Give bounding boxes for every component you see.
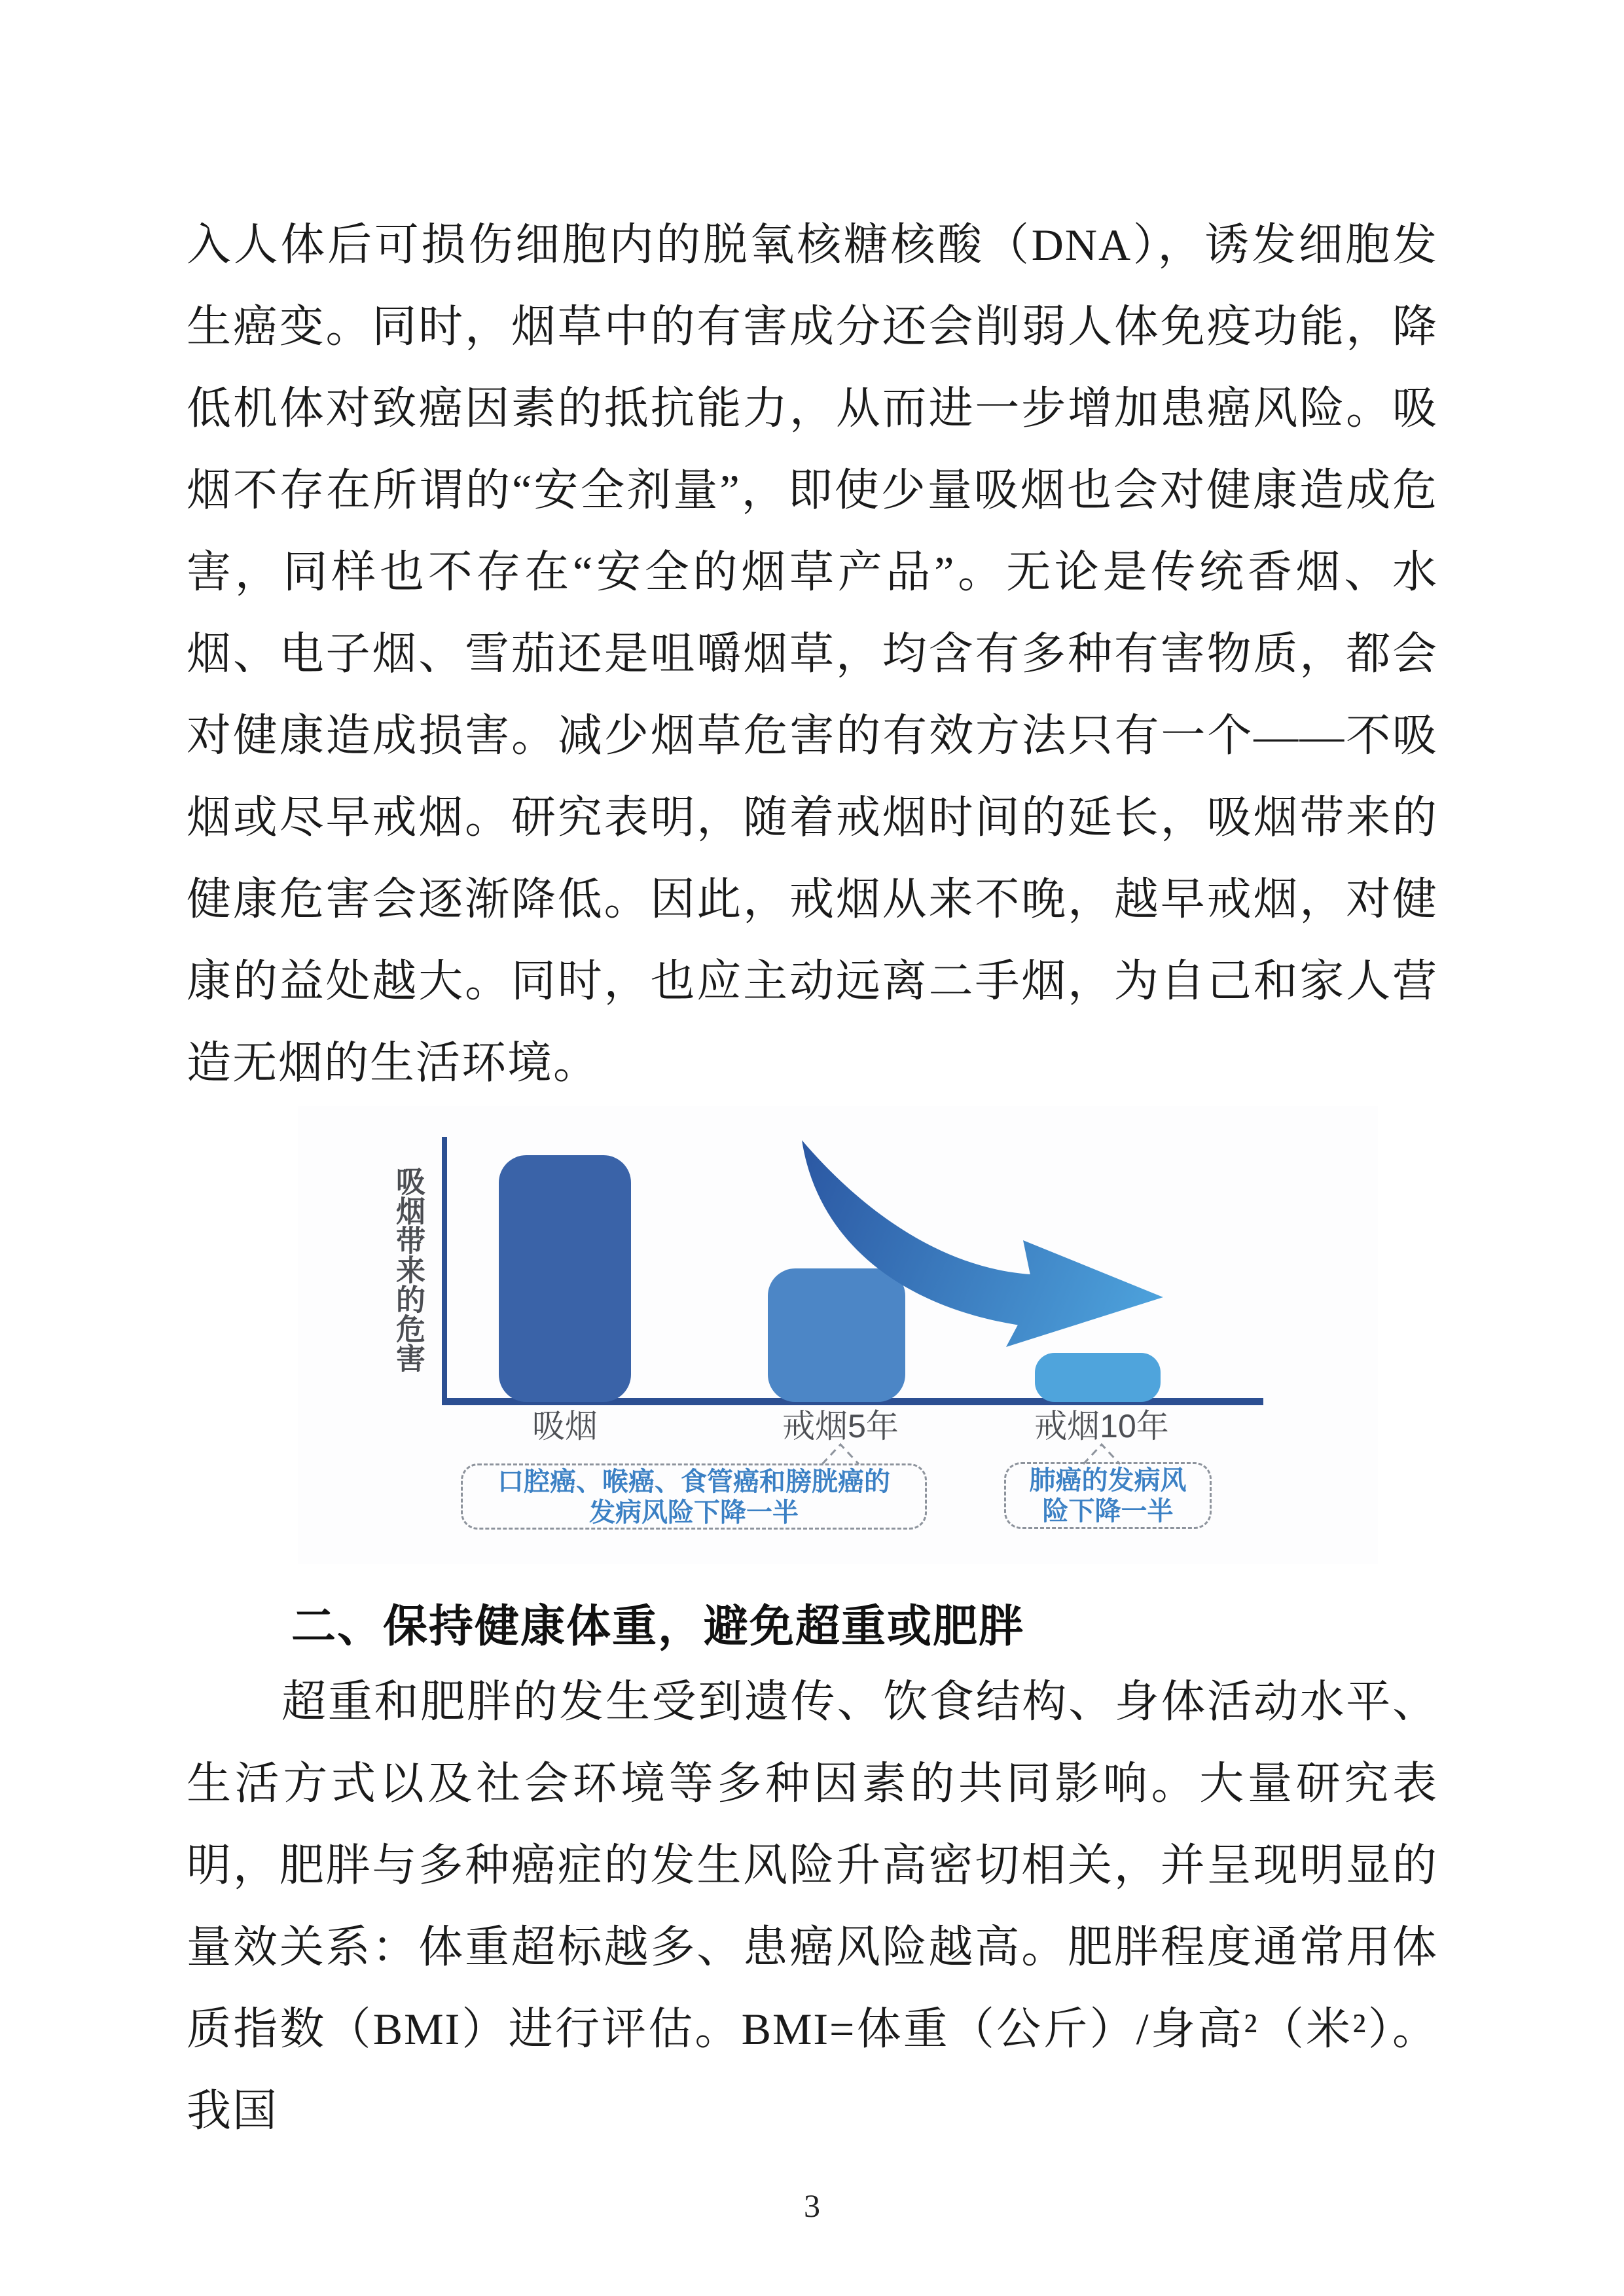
x-label-smoking: 吸烟	[532, 1408, 598, 1444]
x-label-quit-10-years: 戒烟10年	[1034, 1408, 1169, 1444]
callout-left-line1: 口腔癌、喉癌、食管癌和膀胱癌的	[497, 1466, 890, 1496]
callout-lung-cancer-right	[1004, 1462, 1212, 1529]
x-label-quit-5-years: 戒烟5年	[782, 1408, 899, 1444]
callout-cancer-risk-left	[461, 1463, 927, 1530]
paragraph-overweight-obesity: 超重和肥胖的发生受到遗传、饮食结构、身体活动水平、生活方式以及社会环境等多种因素的共同影响。大量研究表明，肥胖与多种癌症的发生风险升高密切相关，并呈现明显的量效关系：体重超标越多、患癌风险越高。肥胖程度通常用体质指数（BMI）进行评估。BMI=体重（公斤）/身高²（米²）。我国	[187, 1677, 1438, 2136]
section-heading-healthy-weight: 二、保持健康体重，避免超重或肥胖	[291, 1602, 1025, 1651]
paragraph-smoking-harm: 入人体后可损伤细胞内的脱氧核糖核酸（DNA），诱发细胞发生癌变。同时，烟草中的有害成分还会削弱人体免疫功能，降低机体对致癌因素的抵抗能力，从而进一步增加患癌风险。吸烟不存在所谓的“安全剂量”，即使少量吸烟也会对健康造成危害，同样也不存在“安全的烟草产品”。无论是传统香烟、水烟、电子烟、雪茄还是咀嚼烟草，均含有多种有害物质，都会对健康造成损害。减少烟草危害的有效方法只有一个——不吸烟或尽早戒烟。研究表明，随着戒烟时间的延长，吸烟带来的健康危害会逐渐降低。因此，戒烟从来不晚，越早戒烟，对健康的益处越大。同时，也应主动远离二手烟，为自己和家人营造无烟的生活环境。	[187, 220, 1438, 1088]
page-number: 3	[804, 2187, 820, 2224]
smoking-harm-chart	[298, 1106, 1378, 1564]
callout-tail-left	[822, 1444, 859, 1464]
callout-right-line2: 险下降一半	[1042, 1496, 1174, 1526]
callout-tail-right	[1083, 1444, 1120, 1464]
callout-left-line2: 发病风险下降一半	[589, 1497, 799, 1527]
chart-y-axis-label: 吸烟带来的危害	[391, 1166, 424, 1372]
callout-right-line1: 肺癌的发病风	[1029, 1465, 1187, 1495]
downward-trend-arrow-icon	[802, 1140, 1163, 1347]
